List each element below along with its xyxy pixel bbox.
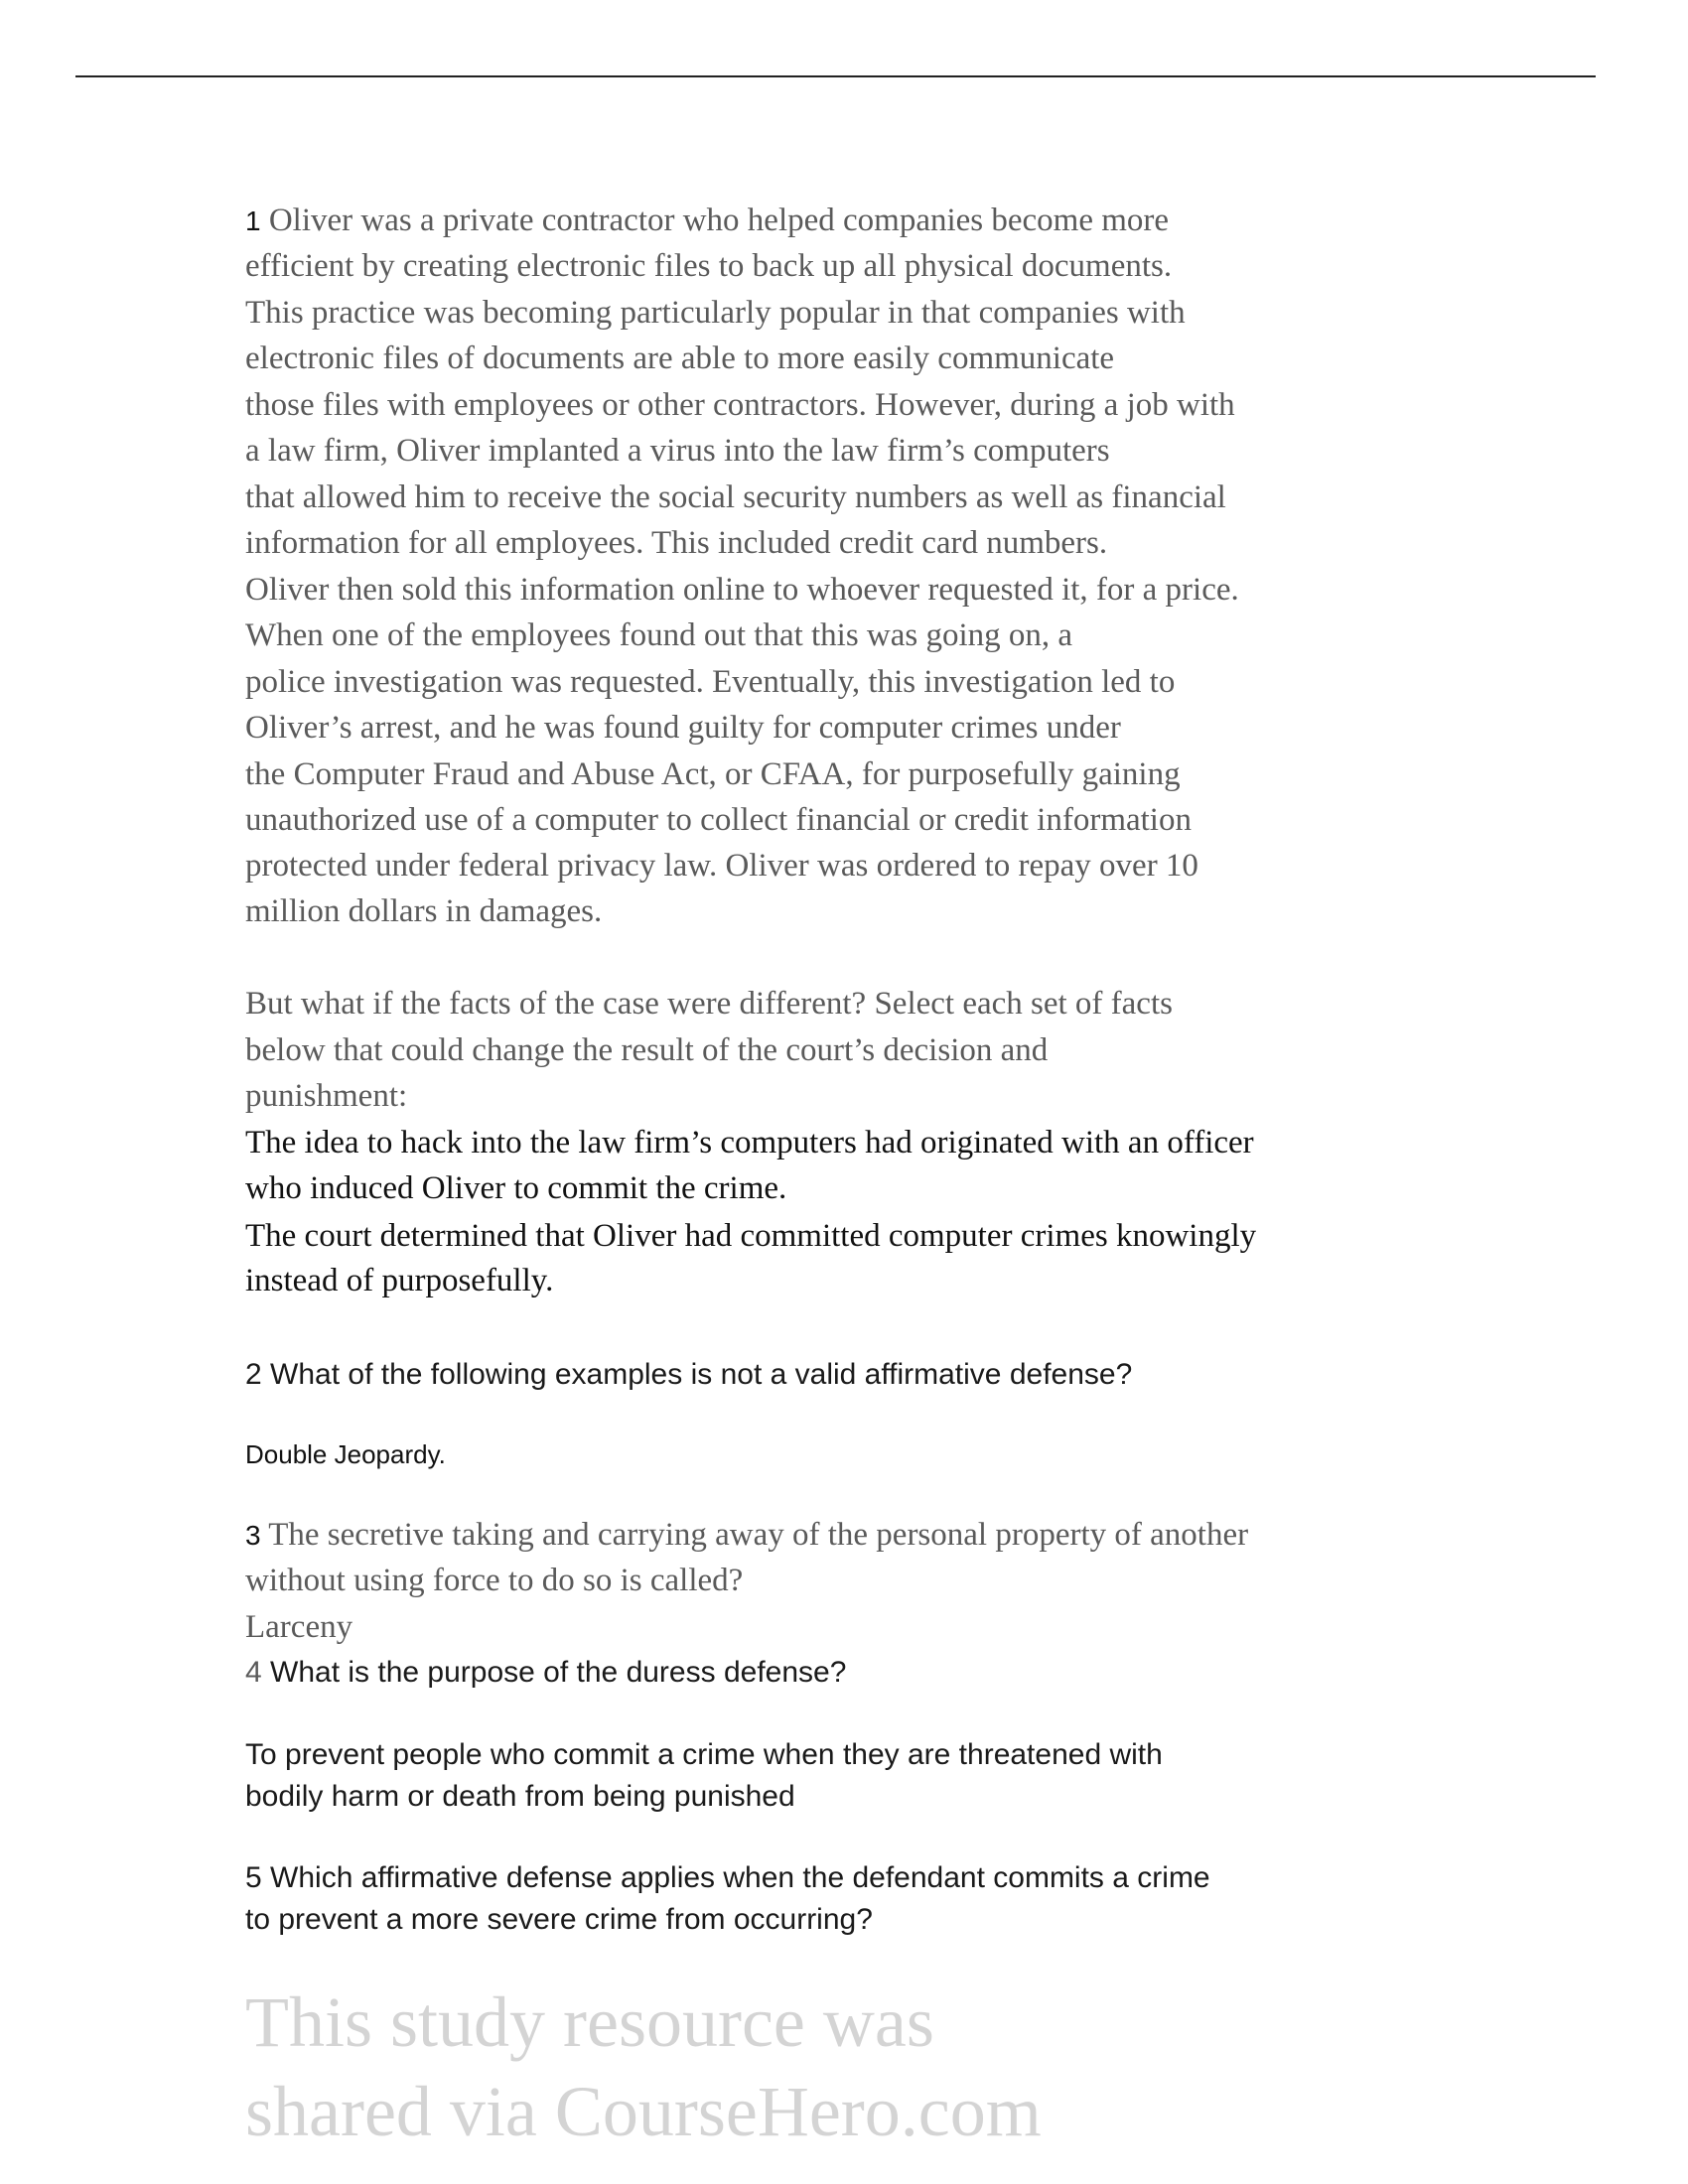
question-1-line: Oliver’s arrest, and he was found guilty for computer crimes under — [245, 710, 1121, 746]
question-2-text — [245, 1352, 1132, 1398]
question-1-answer: The idea to hack into the law firm’s computers had originated with an officer — [245, 1125, 1254, 1160]
question-4-question: What is the purpose of the duress defense? — [270, 1656, 847, 1689]
question-number: 5 — [245, 1861, 262, 1894]
question-1-line: unauthorized use of a computer to collect financial or credit information — [245, 802, 1192, 838]
question-1-line: those files with employees or other contractors. However, during a job with — [245, 387, 1235, 423]
question-2-answer: Double Jeopardy. — [245, 1439, 446, 1469]
question-number: 3 — [245, 1520, 261, 1551]
question-3-line — [245, 1512, 1248, 1558]
question-1-answer: instead of purposefully. — [245, 1263, 554, 1298]
question-1-line: efficient by creating electronic files to back up all physical documents. — [245, 248, 1173, 284]
question-2-question: What of the following examples is not a valid affirmative defense? — [270, 1358, 1133, 1391]
question-number: 2 — [245, 1358, 262, 1391]
header-rule — [75, 75, 1596, 77]
question-5-line — [245, 1855, 1210, 1901]
question-1-line: that allowed him to receive the social security numbers as well as financial — [245, 479, 1226, 515]
question-number: 4 — [245, 1656, 262, 1689]
question-1-answer: The court determined that Oliver had committed computer crimes knowingly — [245, 1218, 1257, 1254]
question-1-line-text: Oliver was a private contractor who helped companies become more — [268, 203, 1170, 238]
question-1-followup: below that could change the result of the court’s decision and — [245, 1032, 1049, 1068]
question-1-line: a law firm, Oliver implanted a virus into the law firm’s computers — [245, 433, 1110, 469]
question-1-line: the Computer Fraud and Abuse Act, or CFAA, for purposefully gaining — [245, 756, 1181, 792]
question-1-line: protected under federal privacy law. Oliver was ordered to repay over 10 — [245, 848, 1198, 884]
question-3-line: without using force to do so is called? — [245, 1563, 744, 1598]
question-1-followup: punishment: — [245, 1078, 408, 1114]
question-3-answer: Larceny — [245, 1609, 353, 1645]
question-3-line-text: The secretive taking and carrying away of the personal property of another — [268, 1517, 1249, 1553]
question-4-answer: bodily harm or death from being punished — [245, 1780, 795, 1813]
question-1-answer: who induced Oliver to commit the crime. — [245, 1170, 787, 1206]
question-1-line — [245, 198, 1169, 243]
question-4-answer: To prevent people who commit a crime when they are threatened with — [245, 1738, 1163, 1771]
watermark-line-2: shared via CourseHero.com — [245, 2072, 1042, 2151]
question-1-line: police investigation was requested. Eventually, this investigation led to — [245, 664, 1176, 700]
question-5-line-text: Which affirmative defense applies when the defendant commits a crime — [270, 1861, 1210, 1894]
question-5-line: to prevent a more severe crime from occurring? — [245, 1903, 873, 1936]
question-1-line: Oliver then sold this information online to whoever requested it, for a price. — [245, 572, 1239, 608]
question-1-line: information for all employees. This included credit card numbers. — [245, 525, 1108, 561]
question-number: 1 — [245, 205, 261, 236]
question-4-text — [245, 1650, 846, 1696]
question-1-line: million dollars in damages. — [245, 893, 603, 929]
question-1-line: When one of the employees found out that this was going on, a — [245, 617, 1073, 653]
question-1-line: This practice was becoming particularly popular in that companies with — [245, 295, 1186, 331]
question-1-line: electronic files of documents are able to more easily communicate — [245, 341, 1115, 376]
question-1-followup: But what if the facts of the case were different? Select each set of facts — [245, 986, 1173, 1022]
watermark-line-1: This study resource was — [245, 1982, 934, 2062]
